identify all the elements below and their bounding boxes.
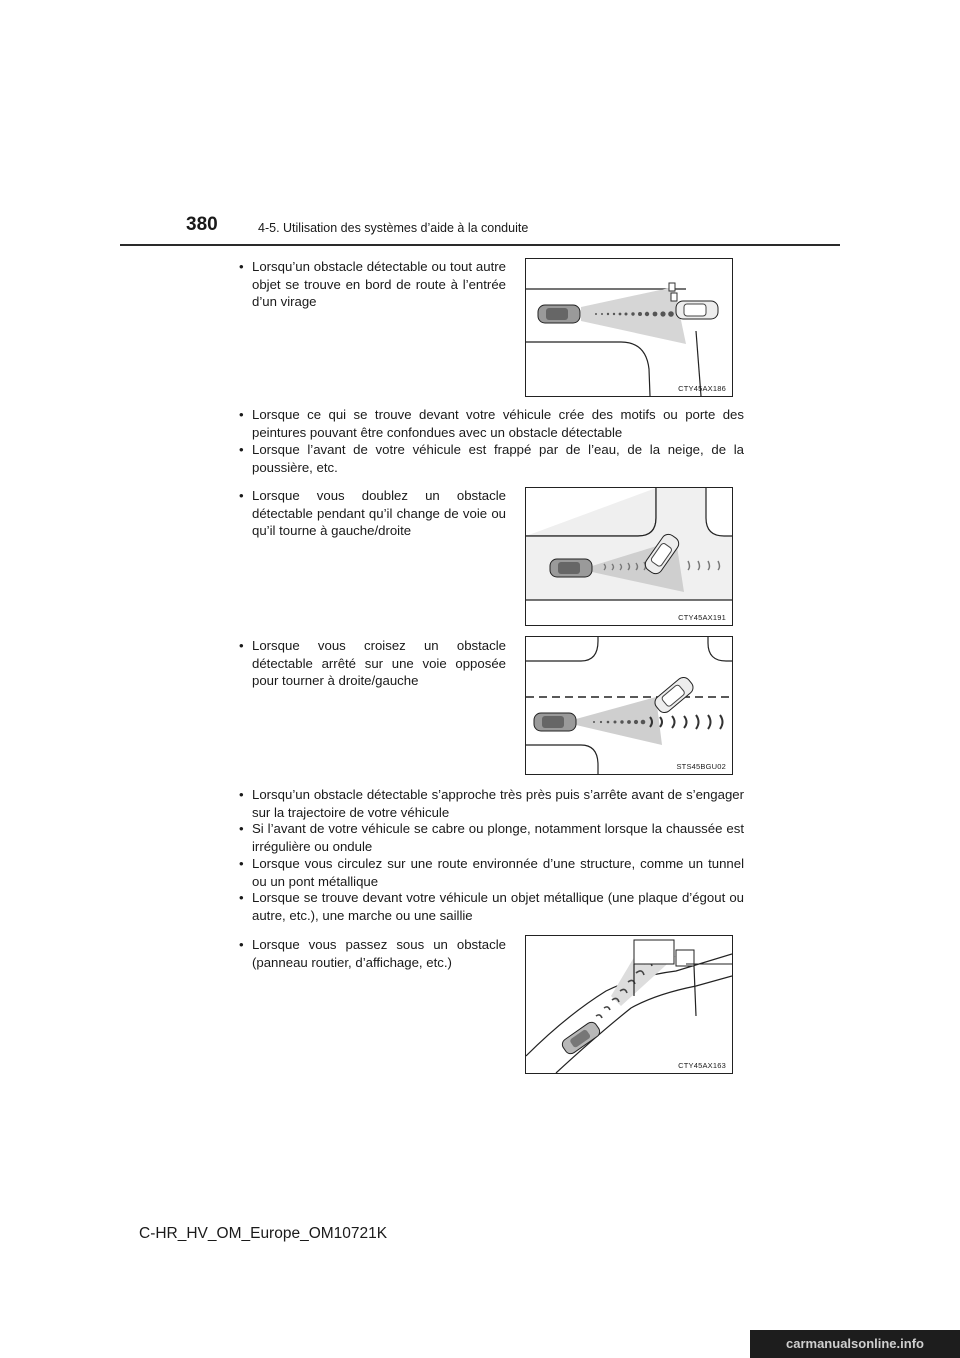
bullet-item <box>239 820 744 855</box>
page-number: 380 <box>186 214 218 235</box>
bullet-item <box>239 936 506 971</box>
watermark: carmanualsonline.info <box>750 1330 960 1358</box>
bullet-symbol: • <box>239 937 244 952</box>
figure-curve-roadside-obstacle <box>525 258 733 397</box>
figure-code: CTY45AX186 <box>678 384 726 393</box>
bullet-symbol: • <box>239 890 244 905</box>
bullet-symbol: • <box>239 259 244 274</box>
bullet-item <box>239 258 506 311</box>
bullet-text: Lorsque se trouve devant votre véhicule un objet métallique (une plaque d’égout ou autre, etc.), une marche ou une saillie <box>252 890 744 923</box>
bullet-text: Lorsque ce qui se trouve devant votre véhicule crée des motifs ou porte des peintures pouvant être confondues avec un obstacle détectable <box>252 407 744 440</box>
overhead-sign-illustration <box>526 936 732 1073</box>
bullet-item <box>239 406 744 441</box>
bullet-text: Lorsqu’un obstacle détectable s’approche très près puis s’arrête avant de s’engager sur la trajectoire de votre véhicule <box>252 787 744 820</box>
bullet-item <box>239 441 744 476</box>
figure-overhead-sign-obstacle <box>525 935 733 1074</box>
document-id: C-HR_HV_OM_Europe_OM10721K <box>139 1225 388 1242</box>
bullet-item <box>239 786 744 821</box>
bullet-text: Si l’avant de votre véhicule se cabre ou plonge, notamment lorsque la chaussée est irrégulière ou ondule <box>252 821 744 854</box>
bullet-item <box>239 637 506 690</box>
bullet-text: Lorsque vous circulez sur une route environnée d’une structure, comme un tunnel ou un pont métallique <box>252 856 744 889</box>
overtaking-scene-illustration <box>526 488 732 625</box>
bullet-symbol: • <box>239 488 244 503</box>
bullet-text: Lorsque l’avant de votre véhicule est frappé par de l’eau, de la neige, de la poussière, etc. <box>252 442 744 475</box>
figure-overtaking-turning-obstacle <box>525 487 733 626</box>
bullet-symbol: • <box>239 442 244 457</box>
header-divider <box>120 244 840 246</box>
bullet-symbol: • <box>239 407 244 422</box>
bullet-item <box>239 855 744 890</box>
bullet-text: Lorsque vous passez sous un obstacle (panneau routier, d’affichage, etc.) <box>252 937 506 970</box>
figure-code: CTY45AX163 <box>678 1061 726 1070</box>
figure-code: STS45BGU02 <box>676 762 726 771</box>
crossing-scene-illustration <box>526 637 732 774</box>
bullet-item <box>239 487 506 540</box>
bullet-symbol: • <box>239 787 244 802</box>
figure-code: CTY45AX191 <box>678 613 726 622</box>
figure-crossing-stopped-obstacle <box>525 636 733 775</box>
bullet-item <box>239 889 744 924</box>
bullet-text: Lorsque vous croisez un obstacle détectable arrêté sur une voie opposée pour tourner à droite/gauche <box>252 638 506 688</box>
section-title: 4-5. Utilisation des systèmes d’aide à la conduite <box>258 221 529 235</box>
bullet-symbol: • <box>239 821 244 836</box>
curve-scene-illustration <box>526 259 732 396</box>
bullet-text: Lorsqu’un obstacle détectable ou tout autre objet se trouve en bord de route à l’entrée d’un virage <box>252 259 506 309</box>
bullet-symbol: • <box>239 638 244 653</box>
bullet-text: Lorsque vous doublez un obstacle détectable pendant qu’il change de voie ou qu’il tourne à gauche/droite <box>252 488 506 538</box>
bullet-symbol: • <box>239 856 244 871</box>
